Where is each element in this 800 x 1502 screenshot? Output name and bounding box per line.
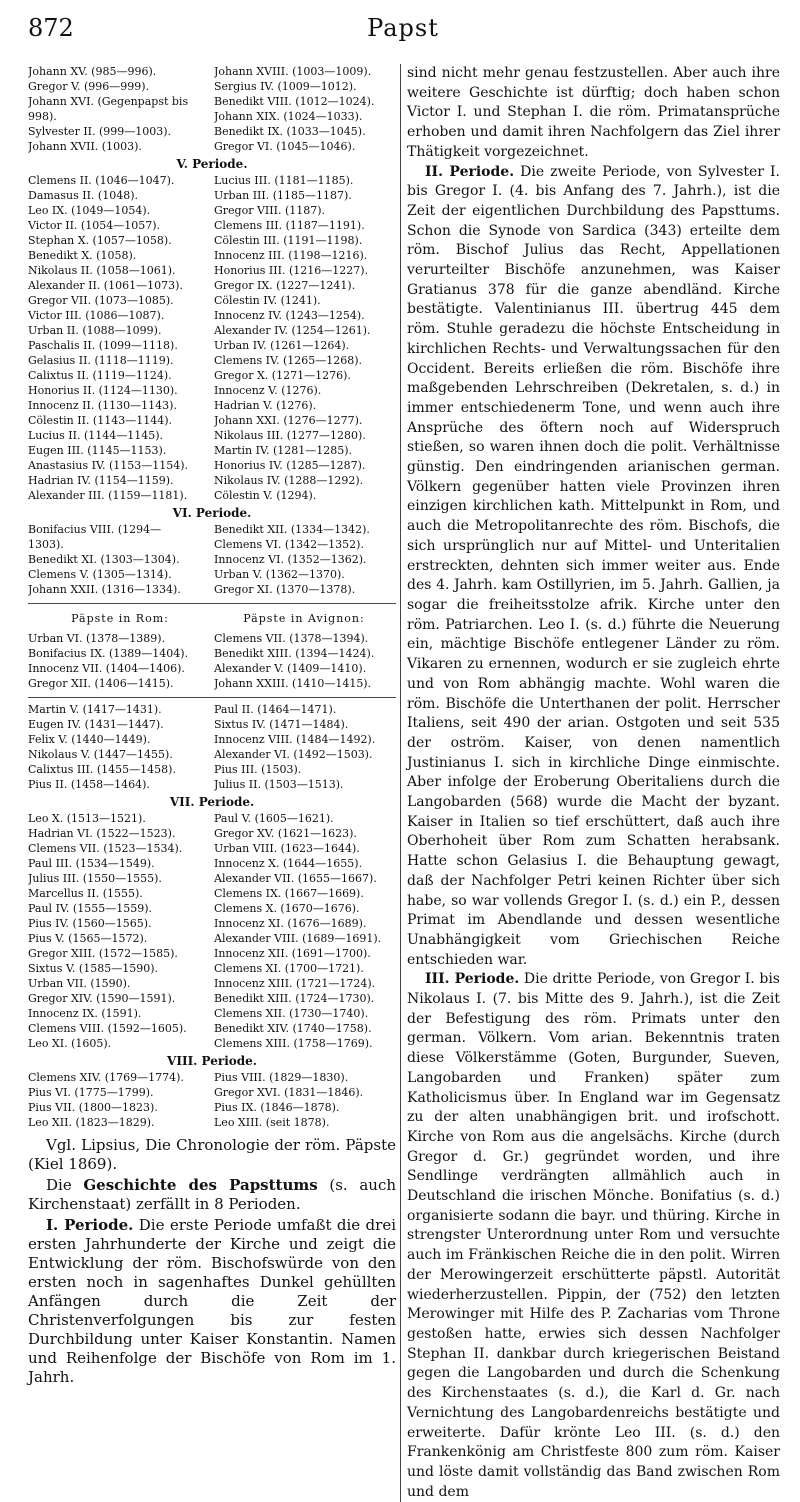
pope-entry-left: Pius V. (1565—1572). — [28, 932, 148, 945]
pope-entry-right: Innocenz VIII. (1484—1492). — [214, 733, 376, 746]
pope-entry-right: Alexander VIII. (1689—1691). — [214, 932, 382, 945]
pope-entry-left: 1303). — [28, 538, 64, 551]
pope-entry-right: Alexander VII. (1655—1667). — [214, 872, 377, 885]
pope-entry-left: Bonifacius VIII. (1294— — [28, 523, 162, 536]
pope-entry-right: Innocenz III. (1198—1216). — [214, 249, 368, 262]
pope-entry-right: Alexander VI. (1492—1503). — [214, 748, 373, 761]
pope-entry-right: Clemens III. (1187—1191). — [214, 219, 365, 232]
pope-entry-right: Sergius IV. (1009—1012). — [214, 80, 357, 93]
pope-entry-left: Leo IX. (1049—1054). — [28, 204, 151, 217]
period-1-label: I. Periode. — [46, 1216, 134, 1234]
pope-entry-left: Nikolaus II. (1058—1061). — [28, 264, 176, 277]
pope-entry-right: Clemens XI. (1700—1721). — [214, 962, 364, 975]
pope-entry-right: Innocenz XI. (1676—1689). — [214, 917, 367, 930]
pope-entry-right: Innocenz V. (1276). — [214, 384, 322, 397]
pope-entry-left: Johann XVI. (Gegenpapst bis — [28, 95, 189, 108]
pope-entry-left: Johann XXII. (1316—1334). — [28, 583, 181, 596]
pope-entry-left: Benedikt X. (1058). — [28, 249, 137, 262]
pope-entry-left: Pius VII. (1800—1823). — [28, 1101, 158, 1114]
pope-entry-left: 998). — [28, 110, 57, 123]
period-7-heading: VII. Periode. — [169, 795, 255, 809]
pope-entry-right: Innocenz VI. (1352—1362). — [214, 553, 367, 566]
pope-entry-right: Cölestin IV. (1241). — [214, 294, 321, 307]
pope-entry-right: Martin IV. (1281—1285). — [214, 444, 353, 457]
pope-entry-left: Paul IV. (1555—1559). — [28, 902, 152, 915]
pope-entry-right: Gregor IX. (1227—1241). — [214, 279, 356, 292]
pope-entry-right: Innocenz XII. (1691—1700). — [214, 947, 371, 960]
pope-entry-right: Alexander V. (1409—1410). — [214, 662, 367, 675]
pope-entry-right: Gregor XV. (1621—1623). — [214, 827, 357, 840]
pope-entry-right: Johann XXI. (1276—1277). — [214, 414, 363, 427]
pope-entry-right: Leo XIII. (seit 1878). — [214, 1116, 330, 1129]
pope-entry-right: Urban VIII. (1623—1644). — [214, 842, 360, 855]
pope-entry-left: Paschalis II. (1099—1118). — [28, 339, 178, 352]
pope-entry-right: Gregor XI. (1370—1378). — [214, 583, 356, 596]
pope-entry-right: Benedikt XII. (1334—1342). — [214, 523, 370, 536]
period-3-paragraph — [407, 970, 780, 1502]
pope-entry-right: Clemens IV. (1265—1268). — [214, 354, 363, 367]
period-3-label: III. Periode. — [425, 971, 520, 988]
pope-entry-left: Gregor XIV. (1590—1591). — [28, 992, 176, 1005]
period-1-text: Die erste Periode umfaßt die drei ersten Jahrhunderte der Kirche und zeigt die Entwicklung der röm. Bischofswürde von den ersten noch in sagenhaftes Dunkel gehüllten Anfängen durch die Zeit der Christenverfolgungen bis zur festen Durchbildung unter Kaiser Konstantin. Namen und Reihenfolge der Bischöfe von Rom im 1. Jahrh. — [28, 1216, 396, 1386]
pope-entry-right: Nikolaus III. (1277—1280). — [214, 429, 366, 442]
pope-entry-left: Clemens XIV. (1769—1774). — [28, 1071, 184, 1084]
pope-entry-right: Clemens VII. (1378—1394). — [214, 632, 369, 645]
pope-entry-right: Johann XVIII. (1003—1009). — [214, 65, 372, 78]
divider — [28, 697, 396, 698]
page-title: Papst — [367, 14, 439, 42]
pope-entry-left: Cölestin II. (1143—1144). — [28, 414, 172, 427]
pope-entry-left: Pius II. (1458—1464). — [28, 778, 150, 791]
pope-entry-left: Innocenz IX. (1591). — [28, 1007, 142, 1020]
pope-entry-right: Urban IV. (1261—1264). — [214, 339, 350, 352]
pope-entry-left: Lucius II. (1144—1145). — [28, 429, 164, 442]
pope-entry-right: Pius IX. (1846—1878). — [214, 1101, 340, 1114]
pope-entry-left: Innocenz VII. (1404—1406). — [28, 662, 185, 675]
pope-entry-left: Gregor V. (996—999). — [28, 80, 150, 93]
pope-entry-right: Innocenz XIII. (1721—1724). — [214, 977, 376, 990]
pope-entry-right: Gregor VIII. (1187). — [214, 204, 326, 217]
pope-entry-left: Alexander III. (1159—1181). — [28, 489, 188, 502]
pope-list-period-6 — [28, 522, 396, 597]
pope-entry-left: Leo XI. (1605). — [28, 1037, 112, 1050]
pope-entry-left: Paul III. (1534—1549). — [28, 857, 155, 870]
pope-entry-right: Pius VIII. (1829—1830). — [214, 1071, 349, 1084]
pope-entry-right: Benedikt VIII. (1012—1024). — [214, 95, 375, 108]
pope-entry-left: Eugen III. (1145—1153). — [28, 444, 167, 457]
pope-entry-left: Clemens II. (1046—1047). — [28, 174, 175, 187]
pope-entry-right: Clemens XIII. (1758—1769). — [214, 1037, 373, 1050]
intro-lead: Die — [46, 1176, 84, 1194]
pope-entry-left: Eugen IV. (1431—1447). — [28, 718, 164, 731]
pope-entry-left: Urban VII. (1590). — [28, 977, 131, 990]
pope-entry-left: Hadrian IV. (1154—1159). — [28, 474, 174, 487]
pope-entry-right: Benedikt XIV. (1740—1758). — [214, 1022, 372, 1035]
pope-list-period-5 — [28, 173, 396, 503]
pope-entry-left: Damasus II. (1048). — [28, 189, 138, 202]
pope-entry-left: Marcellus II. (1555). — [28, 887, 143, 900]
pope-entry-right: Benedikt XIII. (1394—1424). — [214, 647, 375, 660]
pope-entry-right: Benedikt XIII. (1724—1730). — [214, 992, 375, 1005]
pope-entry-left: Honorius II. (1124—1130). — [28, 384, 178, 397]
pope-entry-right: Paul II. (1464—1471). — [214, 703, 337, 716]
pope-entry-left: Gelasius II. (1118—1119). — [28, 354, 174, 367]
pope-entry-right: Cölestin III. (1191—1198). — [214, 234, 363, 247]
intro-paragraph — [28, 1176, 396, 1214]
pope-list-top — [28, 64, 396, 154]
pope-entry-left: Hadrian VI. (1522—1523). — [28, 827, 176, 840]
pope-entry-right: Clemens X. (1670—1676). — [214, 902, 360, 915]
pope-entry-left: Urban II. (1088—1099). — [28, 324, 162, 337]
schism-headings — [28, 612, 396, 625]
intro-rest: (s. auch Kirchenstaat) zerfällt in 8 Perioden. — [28, 1176, 397, 1213]
pope-entry-left: Clemens VIII. (1592—1605). — [28, 1022, 187, 1035]
pope-entry-left: Julius III. (1550—1555). — [28, 872, 162, 885]
period-1-paragraph — [28, 1216, 396, 1387]
pope-entry-right: Gregor VI. (1045—1046). — [214, 140, 356, 153]
pope-entry-right: Hadrian V. (1276). — [214, 399, 317, 412]
pope-entry-left: Sylvester II. (999—1003). — [28, 125, 172, 138]
page-number: 872 — [28, 14, 74, 42]
pope-entry-left: Martin V. (1417—1431). — [28, 703, 162, 716]
right-column — [400, 64, 780, 1502]
pope-entry-left: Urban VI. (1378—1389). — [28, 632, 166, 645]
pope-entry-left: Leo XII. (1823—1829). — [28, 1116, 155, 1129]
continuation-paragraph: sind nicht mehr genau festzustellen. Aber auch ihre weitere Geschichte ist dürftig; doch haben schon Victor I. und Stephan I. die röm. Primatansprüche erhoben und damit ihren Nachfolgern das Ziel ihrer Thätigkeit vorgezeichnet. — [407, 65, 780, 160]
pope-list-after-schism — [28, 702, 396, 792]
reference-note: Vgl. Lipsius, Die Chronologie der röm. Päpste (Kiel 1869). — [28, 1136, 396, 1173]
pope-entry-left: Felix V. (1440—1449). — [28, 733, 151, 746]
pope-entry-right: Clemens IX. (1667—1669). — [214, 887, 364, 900]
pope-entry-right: Innocenz IV. (1243—1254). — [214, 309, 365, 322]
pope-entry-left: Stephan X. (1057—1058). — [28, 234, 172, 247]
page-header — [28, 14, 778, 48]
pope-entry-right: Pius III. (1503). — [214, 763, 302, 776]
pope-entry-left: Innocenz II. (1130—1143). — [28, 399, 177, 412]
pope-entry-left: Clemens V. (1305—1314). — [28, 568, 172, 581]
pope-list-schism — [28, 631, 396, 691]
pope-entry-left: Gregor XII. (1406—1415). — [28, 677, 174, 690]
pope-entry-right: Benedikt IX. (1033—1045). — [214, 125, 366, 138]
pope-entry-left: Alexander II. (1061—1073). — [28, 279, 183, 292]
pope-entry-right: Innocenz X. (1644—1655). — [214, 857, 363, 870]
pope-entry-left: Victor III. (1086—1087). — [28, 309, 165, 322]
divider — [28, 603, 396, 604]
pope-entry-right: Gregor XVI. (1831—1846). — [214, 1086, 364, 1099]
period-3-text: Die dritte Periode, von Gregor I. bis Nikolaus I. (7. bis Mitte des 9. Jahrh.), ist die Zeit der Befestigung des röm. Primats unter den german. Völkern. Vom arian. Bekenntnis traten diese Völkerstämme (Goten, Burgunder, Sueven, Langobarden und Franken) später zum Katholicismus über. In England war im Gegensatz zu der alten unabhängigen brit. und irofschott. Kirche von Rom aus die angelsächs. Kirche (durch Gregor d. Gr.) gegründet worden, und ihre Sendlinge verdrängten allmählich auch in Deutschland die irischen Mönche. Bonifatius (s. d.) organisierte sodann die bayr. und thüring. Kirche in strengster Unterordnung unter Rom und versuchte auch im Fränkischen Reiche die in den polit. Wirren der Merowingerzeit erschütterte päpstl. Autorität wiederherzustellen. Pippin, der (752) den letzten Merowinger mit Hilfe des P. Zacharias vom Throne gestoßen hatte, erwies sich dessen Nachfolger Stephan II. dankbar durch kriegerischen Beistand gegen die Langobarden und durch die Schenkung des Kirchenstaates (s. d.), die Karl d. Gr. nach Vernichtung des Langobardenreichs bestätigte und erweiterte. Dafür krönte Leo III. (s. d.) den Frankenkönig am Christfeste 800 zum röm. Kaiser und löste damit vollständig das Band zwischen Rom und dem — [407, 971, 780, 1500]
pope-entry-right: Nikolaus IV. (1288—1292). — [214, 474, 364, 487]
pope-list-period-7 — [28, 811, 396, 1051]
pope-entry-left: Bonifacius IX. (1389—1404). — [28, 647, 189, 660]
pope-entry-right: Urban V. (1362—1370). — [214, 568, 345, 581]
schism-heading-rome: Päpste in Rom: — [71, 612, 169, 625]
pope-entry-right: Julius II. (1503—1513). — [214, 778, 344, 791]
pope-entry-right: Sixtus IV. (1471—1484). — [214, 718, 349, 731]
pope-entry-right: Clemens XII. (1730—1740). — [214, 1007, 369, 1020]
pope-entry-left: Gregor VII. (1073—1085). — [28, 294, 174, 307]
period-2-text: Die zweite Periode, von Sylvester I. bis Gregor I. (4. bis Anfang des 7. Jahrh.), ist die Zeit der eigentlichen Durchbildung des Papsttums. Schon die Synode von Sardica (343) erteilte dem röm. Bischof Julius das Recht, Appellationen verurteilter Bischöfe anzunehmen, was Kaiser Gratianus 378 für die ganze abendländ. Kirche bestätigte. Valentinianus III. übertrug 445 dem röm. Stuhle geradezu die höchste Entscheidung in kirchlichen Rechts- und Verwaltungssachen für den Occident. Bereits erließen die röm. Bischöfe ihre maßgebenden Lehrschreiben (Dekretalen, s. d.) in immer entschiedenerm Tone, und wenn auch ihre Ansprüche des öftern noch auf Widerspruch stießen, so waren ihnen doch die polit. Verhältnisse günstig. Den eindringenden arianischen german. Völkern gegenüber hatten viele Provinzen ihren einzigen kirchlichen kath. Mittelpunkt in Rom, und auch die Metropolitanrechte des röm. Bischofs, die sich ursprünglich nur auf Mittel- und Unteritalien erstreckten, dehnten sich immer weiter aus. Ende des 4. Jahrh. kam Ostillyrien, im 5. Jahrh. Gallien, ja sogar die freiheitsstolze afrik. Kirche unter den röm. Patriarchen. Leo I. (s. d.) führte die Neuerung ein, mächtige Bischöfe entlegener Länder zu röm. Vikaren zu ernennen, wodurch er sie zugleich ehrte und von Rom abhängig machte. Wohl waren die röm. Bischöfe die Unterthanen der polit. Herrscher Italiens, seit 490 der arian. Ostgoten und seit 535 der oström. Kaiser, von denen namentlich Justinianus I. sich in kirchliche Dinge einmischte. Aber infolge der Eroberung Oberitaliens durch die Langobarden (568) wurde die Macht der byzant. Kaiser in Italien so tief erschüttert, daß auch ihre Oberhoheit über Rom zum Schatten herabsank. Hatte schon Gelasius I. die Behauptung gewagt, daß der Nachfolger Petri keinen Richter über sich habe, so war vollends Gregor I. (s. d.) ein P., dessen Primat im Abendlande und dessen wesentliche Unabhängigkeit vom Griechischen Reiche entschieden war. — [407, 163, 780, 968]
pope-entry-left: Gregor XIII. (1572—1585). — [28, 947, 178, 960]
pope-entry-right: Honorius III. (1216—1227). — [214, 264, 369, 277]
pope-entry-right: Urban III. (1185—1187). — [214, 189, 352, 202]
pope-entry-left: Benedikt XI. (1303—1304). — [28, 553, 180, 566]
pope-entry-right: Lucius III. (1181—1185). — [214, 174, 354, 187]
period-2-paragraph — [407, 163, 780, 971]
pope-entry-left: Johann XV. (985—996). — [28, 65, 157, 78]
pope-entry-left: Pius VI. (1775—1799). — [28, 1086, 154, 1099]
pope-entry-left: Johann XVII. (1003). — [28, 140, 142, 153]
schism-heading-avignon: Päpste in Avignon: — [243, 612, 365, 625]
intro-bold: Geschichte des Papsttums — [83, 1176, 318, 1194]
pope-entry-left: Clemens VII. (1523—1534). — [28, 842, 183, 855]
pope-entry-right: Paul V. (1605—1621). — [214, 812, 334, 825]
pope-entry-right: Honorius IV. (1285—1287). — [214, 459, 366, 472]
period-8-heading: VIII. Periode. — [167, 1054, 257, 1068]
page — [28, 0, 780, 1500]
pope-entry-right: Alexander IV. (1254—1261). — [214, 324, 371, 337]
pope-entry-right: Clemens VI. (1342—1352). — [214, 538, 364, 551]
pope-entry-right: Johann XIX. (1024—1033). — [214, 110, 363, 123]
period-2-label: II. Periode. — [425, 163, 515, 180]
pope-entry-left: Sixtus V. (1585—1590). — [28, 962, 158, 975]
pope-list-period-8 — [28, 1070, 396, 1130]
pope-entry-left: Pius IV. (1560—1565). — [28, 917, 152, 930]
pope-entry-left: Calixtus III. (1455—1458). — [28, 763, 176, 776]
left-column — [28, 64, 396, 1389]
pope-entry-left: Victor II. (1054—1057). — [28, 219, 160, 232]
pope-entry-right: Gregor X. (1271—1276). — [214, 369, 351, 382]
pope-entry-left: Calixtus II. (1119—1124). — [28, 369, 172, 382]
pope-entry-left: Nikolaus V. (1447—1455). — [28, 748, 173, 761]
pope-entry-left: Anastasius IV. (1153—1154). — [28, 459, 189, 472]
pope-entry-right: Johann XXIII. (1410—1415). — [214, 677, 372, 690]
pope-entry-left: Leo X. (1513—1521). — [28, 812, 146, 825]
period-5-heading: V. Periode. — [176, 157, 248, 171]
period-6-heading: VI. Periode. — [172, 506, 252, 520]
pope-entry-right: Cölestin V. (1294). — [214, 489, 317, 502]
